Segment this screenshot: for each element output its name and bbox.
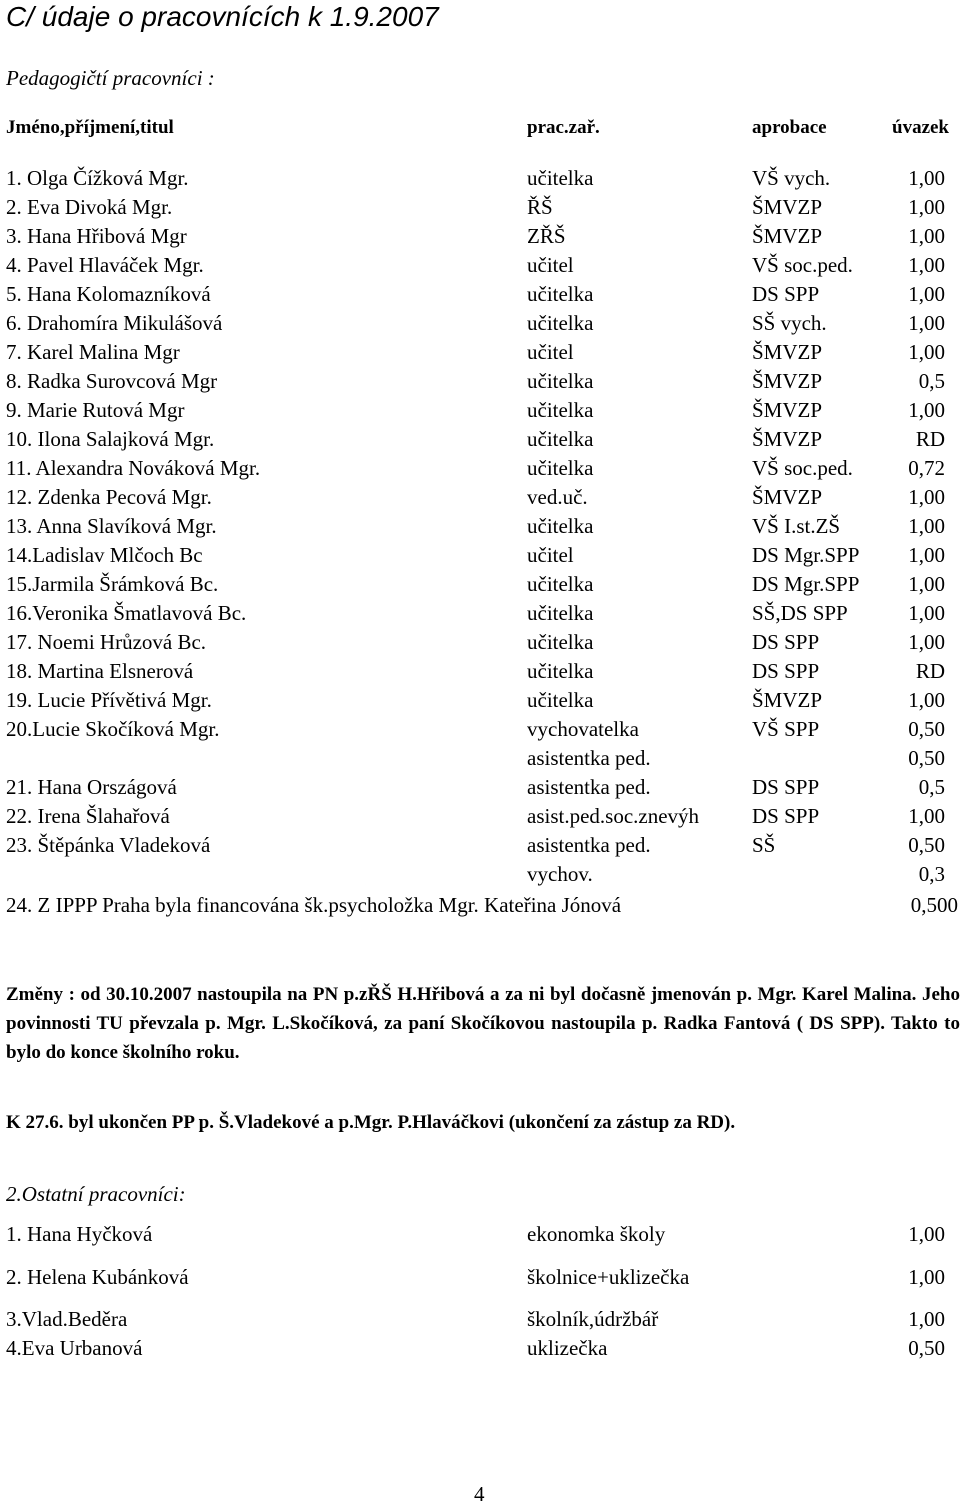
staff-uvazek: 0,5 bbox=[918, 369, 945, 393]
staff-name: 2. Eva Divoká Mgr. bbox=[6, 195, 173, 219]
staff-uvazek: 0,5 bbox=[918, 775, 945, 799]
staff-name: 9. Marie Rutová Mgr bbox=[6, 398, 185, 422]
staff-name: 18. Martina Elsnerová bbox=[6, 659, 194, 683]
staff-uvazek: 0,50 bbox=[908, 833, 945, 857]
other-staff-position: uklizečka bbox=[527, 1336, 608, 1360]
staff-position: asistentka ped. bbox=[527, 833, 651, 857]
table-row bbox=[0, 570, 960, 599]
staff-aprobace: ŠMVZP bbox=[752, 398, 823, 422]
table-row bbox=[0, 222, 960, 251]
staff-position: učitelka bbox=[527, 514, 594, 538]
table-row bbox=[0, 628, 960, 657]
other-staff-uvazek: 1,00 bbox=[908, 1222, 945, 1246]
staff-name: 5. Hana Kolomazníková bbox=[6, 282, 211, 306]
table-row bbox=[0, 164, 960, 193]
staff-aprobace: DS Mgr.SPP bbox=[752, 572, 860, 596]
table-row bbox=[0, 860, 960, 889]
staff-aprobace: ŠMVZP bbox=[752, 195, 823, 219]
staff-position: učitel bbox=[527, 340, 574, 364]
table-row bbox=[0, 831, 960, 860]
staff-position: ZŘŠ bbox=[527, 224, 566, 248]
staff-name: 8. Radka Surovcová Mgr bbox=[6, 369, 218, 393]
staff-name: 17. Noemi Hrůzová Bc. bbox=[6, 630, 207, 654]
staff-uvazek: 1,00 bbox=[908, 688, 945, 712]
staff-aprobace: SŠ,DS SPP bbox=[752, 601, 848, 625]
staff-position: vychov. bbox=[527, 862, 593, 886]
staff-name: 13. Anna Slavíková Mgr. bbox=[6, 514, 217, 538]
staff-position: učitel bbox=[527, 543, 574, 567]
staff-position: ved.uč. bbox=[527, 485, 588, 509]
staff-aprobace: DS Mgr.SPP bbox=[752, 543, 860, 567]
staff-aprobace: ŠMVZP bbox=[752, 427, 823, 451]
staff-name: 21. Hana Országová bbox=[6, 775, 177, 799]
staff-position: učitelka bbox=[527, 282, 594, 306]
other-staff-uvazek: 0,50 bbox=[908, 1336, 945, 1360]
table-row bbox=[0, 280, 960, 309]
staff-aprobace: ŠMVZP bbox=[752, 485, 823, 509]
staff-aprobace: VŠ vych. bbox=[752, 166, 831, 190]
list-item bbox=[0, 1263, 960, 1292]
table-row bbox=[0, 396, 960, 425]
staff-name: 6. Drahomíra Mikulášová bbox=[6, 311, 223, 335]
staff-uvazek: 1,00 bbox=[908, 340, 945, 364]
staff-position: učitelka bbox=[527, 659, 594, 683]
staff-position: učitel bbox=[527, 253, 574, 277]
staff-aprobace: SŠ bbox=[752, 833, 776, 857]
table-row bbox=[0, 483, 960, 512]
table-row bbox=[0, 686, 960, 715]
staff-position: učitelka bbox=[527, 688, 594, 712]
staff-uvazek: 1,00 bbox=[908, 282, 945, 306]
staff-uvazek: 0,50 bbox=[908, 717, 945, 741]
staff-name: 22. Irena Šlahařová bbox=[6, 804, 170, 828]
staff-name: 7. Karel Malina Mgr bbox=[6, 340, 180, 364]
staff-position: učitelka bbox=[527, 166, 594, 190]
table-row bbox=[0, 454, 960, 483]
table-row bbox=[0, 744, 960, 773]
staff-aprobace: DS SPP bbox=[752, 659, 820, 683]
table-row bbox=[0, 541, 960, 570]
staff-aprobace: ŠMVZP bbox=[752, 340, 823, 364]
staff-uvazek: 1,00 bbox=[908, 398, 945, 422]
staff-uvazek: 0,72 bbox=[908, 456, 945, 480]
table-row bbox=[0, 715, 960, 744]
other-staff-name: 1. Hana Hyčková bbox=[6, 1222, 153, 1246]
section-pedagogical-label: Pedagogičtí pracovníci : bbox=[6, 66, 215, 90]
staff-uvazek: 1,00 bbox=[908, 514, 945, 538]
header-name: Jméno,příjmení,titul bbox=[6, 117, 174, 138]
staff-uvazek: 1,00 bbox=[908, 485, 945, 509]
header-uvazek: úvazek bbox=[892, 117, 949, 138]
table-row bbox=[0, 251, 960, 280]
table-row bbox=[0, 773, 960, 802]
table-row bbox=[0, 512, 960, 541]
other-staff-name: 2. Helena Kubánková bbox=[6, 1265, 189, 1289]
other-staff-name: 3.Vlad.Beděra bbox=[6, 1307, 128, 1331]
staff-aprobace: VŠ SPP bbox=[752, 717, 820, 741]
staff-name: 20.Lucie Skočíková Mgr. bbox=[6, 717, 220, 741]
staff-uvazek: 1,00 bbox=[908, 804, 945, 828]
psychologist-text: 24. Z IPPP Praha byla financována šk.psycholožka Mgr. Kateřina Jónová bbox=[6, 893, 622, 917]
staff-aprobace: SŠ vych. bbox=[752, 311, 827, 335]
other-staff-uvazek: 1,00 bbox=[908, 1307, 945, 1331]
staff-uvazek: 1,00 bbox=[908, 311, 945, 335]
staff-position: vychovatelka bbox=[527, 717, 639, 741]
staff-uvazek: 1,00 bbox=[908, 601, 945, 625]
other-staff-uvazek: 1,00 bbox=[908, 1265, 945, 1289]
staff-name: 23. Štěpánka Vladeková bbox=[6, 833, 211, 857]
other-staff-position: školník,údržbář bbox=[527, 1307, 659, 1331]
staff-aprobace: DS SPP bbox=[752, 804, 820, 828]
table-row bbox=[0, 193, 960, 222]
staff-uvazek: 0,500 bbox=[910, 893, 958, 917]
table-row bbox=[0, 338, 960, 367]
staff-uvazek: 1,00 bbox=[908, 572, 945, 596]
staff-position: učitelka bbox=[527, 369, 594, 393]
table-row bbox=[0, 367, 960, 396]
staff-name: 10. Ilona Salajková Mgr. bbox=[6, 427, 215, 451]
staff-uvazek: 1,00 bbox=[908, 195, 945, 219]
staff-name: 15.Jarmila Šrámková Bc. bbox=[6, 572, 219, 596]
staff-aprobace: ŠMVZP bbox=[752, 688, 823, 712]
staff-aprobace: ŠMVZP bbox=[752, 224, 823, 248]
staff-position: učitelka bbox=[527, 427, 594, 451]
staff-uvazek: 1,00 bbox=[908, 543, 945, 567]
staff-aprobace: DS SPP bbox=[752, 630, 820, 654]
staff-position: učitelka bbox=[527, 572, 594, 596]
staff-aprobace: VŠ soc.ped. bbox=[752, 456, 853, 480]
staff-uvazek: 1,00 bbox=[908, 166, 945, 190]
page-number: 4 bbox=[474, 1482, 485, 1506]
header-aprobace: aprobace bbox=[752, 117, 827, 138]
table-row-psychologist bbox=[0, 891, 960, 920]
staff-name: 3. Hana Hřibová Mgr bbox=[6, 224, 187, 248]
staff-uvazek: RD bbox=[915, 659, 945, 683]
other-staff-position: školnice+uklizečka bbox=[527, 1265, 690, 1289]
staff-name: 12. Zdenka Pecová Mgr. bbox=[6, 485, 212, 509]
staff-uvazek: RD bbox=[915, 427, 945, 451]
staff-position: ŘŠ bbox=[527, 195, 553, 219]
staff-name: 19. Lucie Přívětivá Mgr. bbox=[6, 688, 212, 712]
page-title: C/ údaje o pracovnících k 1.9.2007 bbox=[6, 1, 439, 32]
other-staff-position: ekonomka školy bbox=[527, 1222, 666, 1246]
changes-paragraph: Změny : od 30.10.2007 nastoupila na PN p.zŘŠ H.Hřibová a za ni byl dočasně jmenován p. Mgr. Karel Malina. Jeho povinnosti TU převzala p. Mgr. L.Skočíková, za paní Skočíkovou nastoupila p. Radka Fantová ( DS SPP). Takto to bylo do konce školního roku. bbox=[6, 984, 960, 1063]
staff-name: 14.Ladislav Mlčoch Bc bbox=[6, 543, 203, 567]
table-row bbox=[0, 599, 960, 628]
header-position: prac.zař. bbox=[527, 117, 600, 138]
other-staff-name: 4.Eva Urbanová bbox=[6, 1336, 143, 1360]
staff-position: asistentka ped. bbox=[527, 746, 651, 770]
staff-uvazek: 1,00 bbox=[908, 253, 945, 277]
table-row bbox=[0, 309, 960, 338]
staff-aprobace: DS SPP bbox=[752, 282, 820, 306]
staff-position: asist.ped.soc.znevýh bbox=[527, 804, 700, 828]
staff-uvazek: 0,50 bbox=[908, 746, 945, 770]
staff-uvazek: 1,00 bbox=[908, 224, 945, 248]
staff-name: 4. Pavel Hlaváček Mgr. bbox=[6, 253, 204, 277]
staff-position: asistentka ped. bbox=[527, 775, 651, 799]
staff-aprobace: VŠ soc.ped. bbox=[752, 253, 853, 277]
staff-position: učitelka bbox=[527, 398, 594, 422]
staff-name: 11. Alexandra Nováková Mgr. bbox=[6, 456, 261, 480]
termination-paragraph: K 27.6. byl ukončen PP p. Š.Vladekové a p.Mgr. P.Hlaváčkovi (ukončení za zástup za RD). bbox=[6, 1112, 736, 1133]
staff-position: učitelka bbox=[527, 456, 594, 480]
list-item bbox=[0, 1220, 960, 1249]
staff-aprobace: ŠMVZP bbox=[752, 369, 823, 393]
list-item bbox=[0, 1305, 960, 1334]
table-row bbox=[0, 425, 960, 454]
list-item bbox=[0, 1334, 960, 1363]
staff-aprobace: VŠ I.st.ZŠ bbox=[752, 514, 841, 538]
staff-position: učitelka bbox=[527, 630, 594, 654]
staff-name: 16.Veronika Šmatlavová Bc. bbox=[6, 601, 247, 625]
staff-aprobace: DS SPP bbox=[752, 775, 820, 799]
table-row bbox=[0, 802, 960, 831]
staff-name: 1. Olga Čížková Mgr. bbox=[6, 166, 189, 190]
staff-uvazek: 0,3 bbox=[918, 862, 945, 886]
staff-position: učitelka bbox=[527, 311, 594, 335]
section-other-staff-label: 2.Ostatní pracovníci: bbox=[6, 1182, 186, 1206]
staff-uvazek: 1,00 bbox=[908, 630, 945, 654]
table-row bbox=[0, 657, 960, 686]
staff-position: učitelka bbox=[527, 601, 594, 625]
